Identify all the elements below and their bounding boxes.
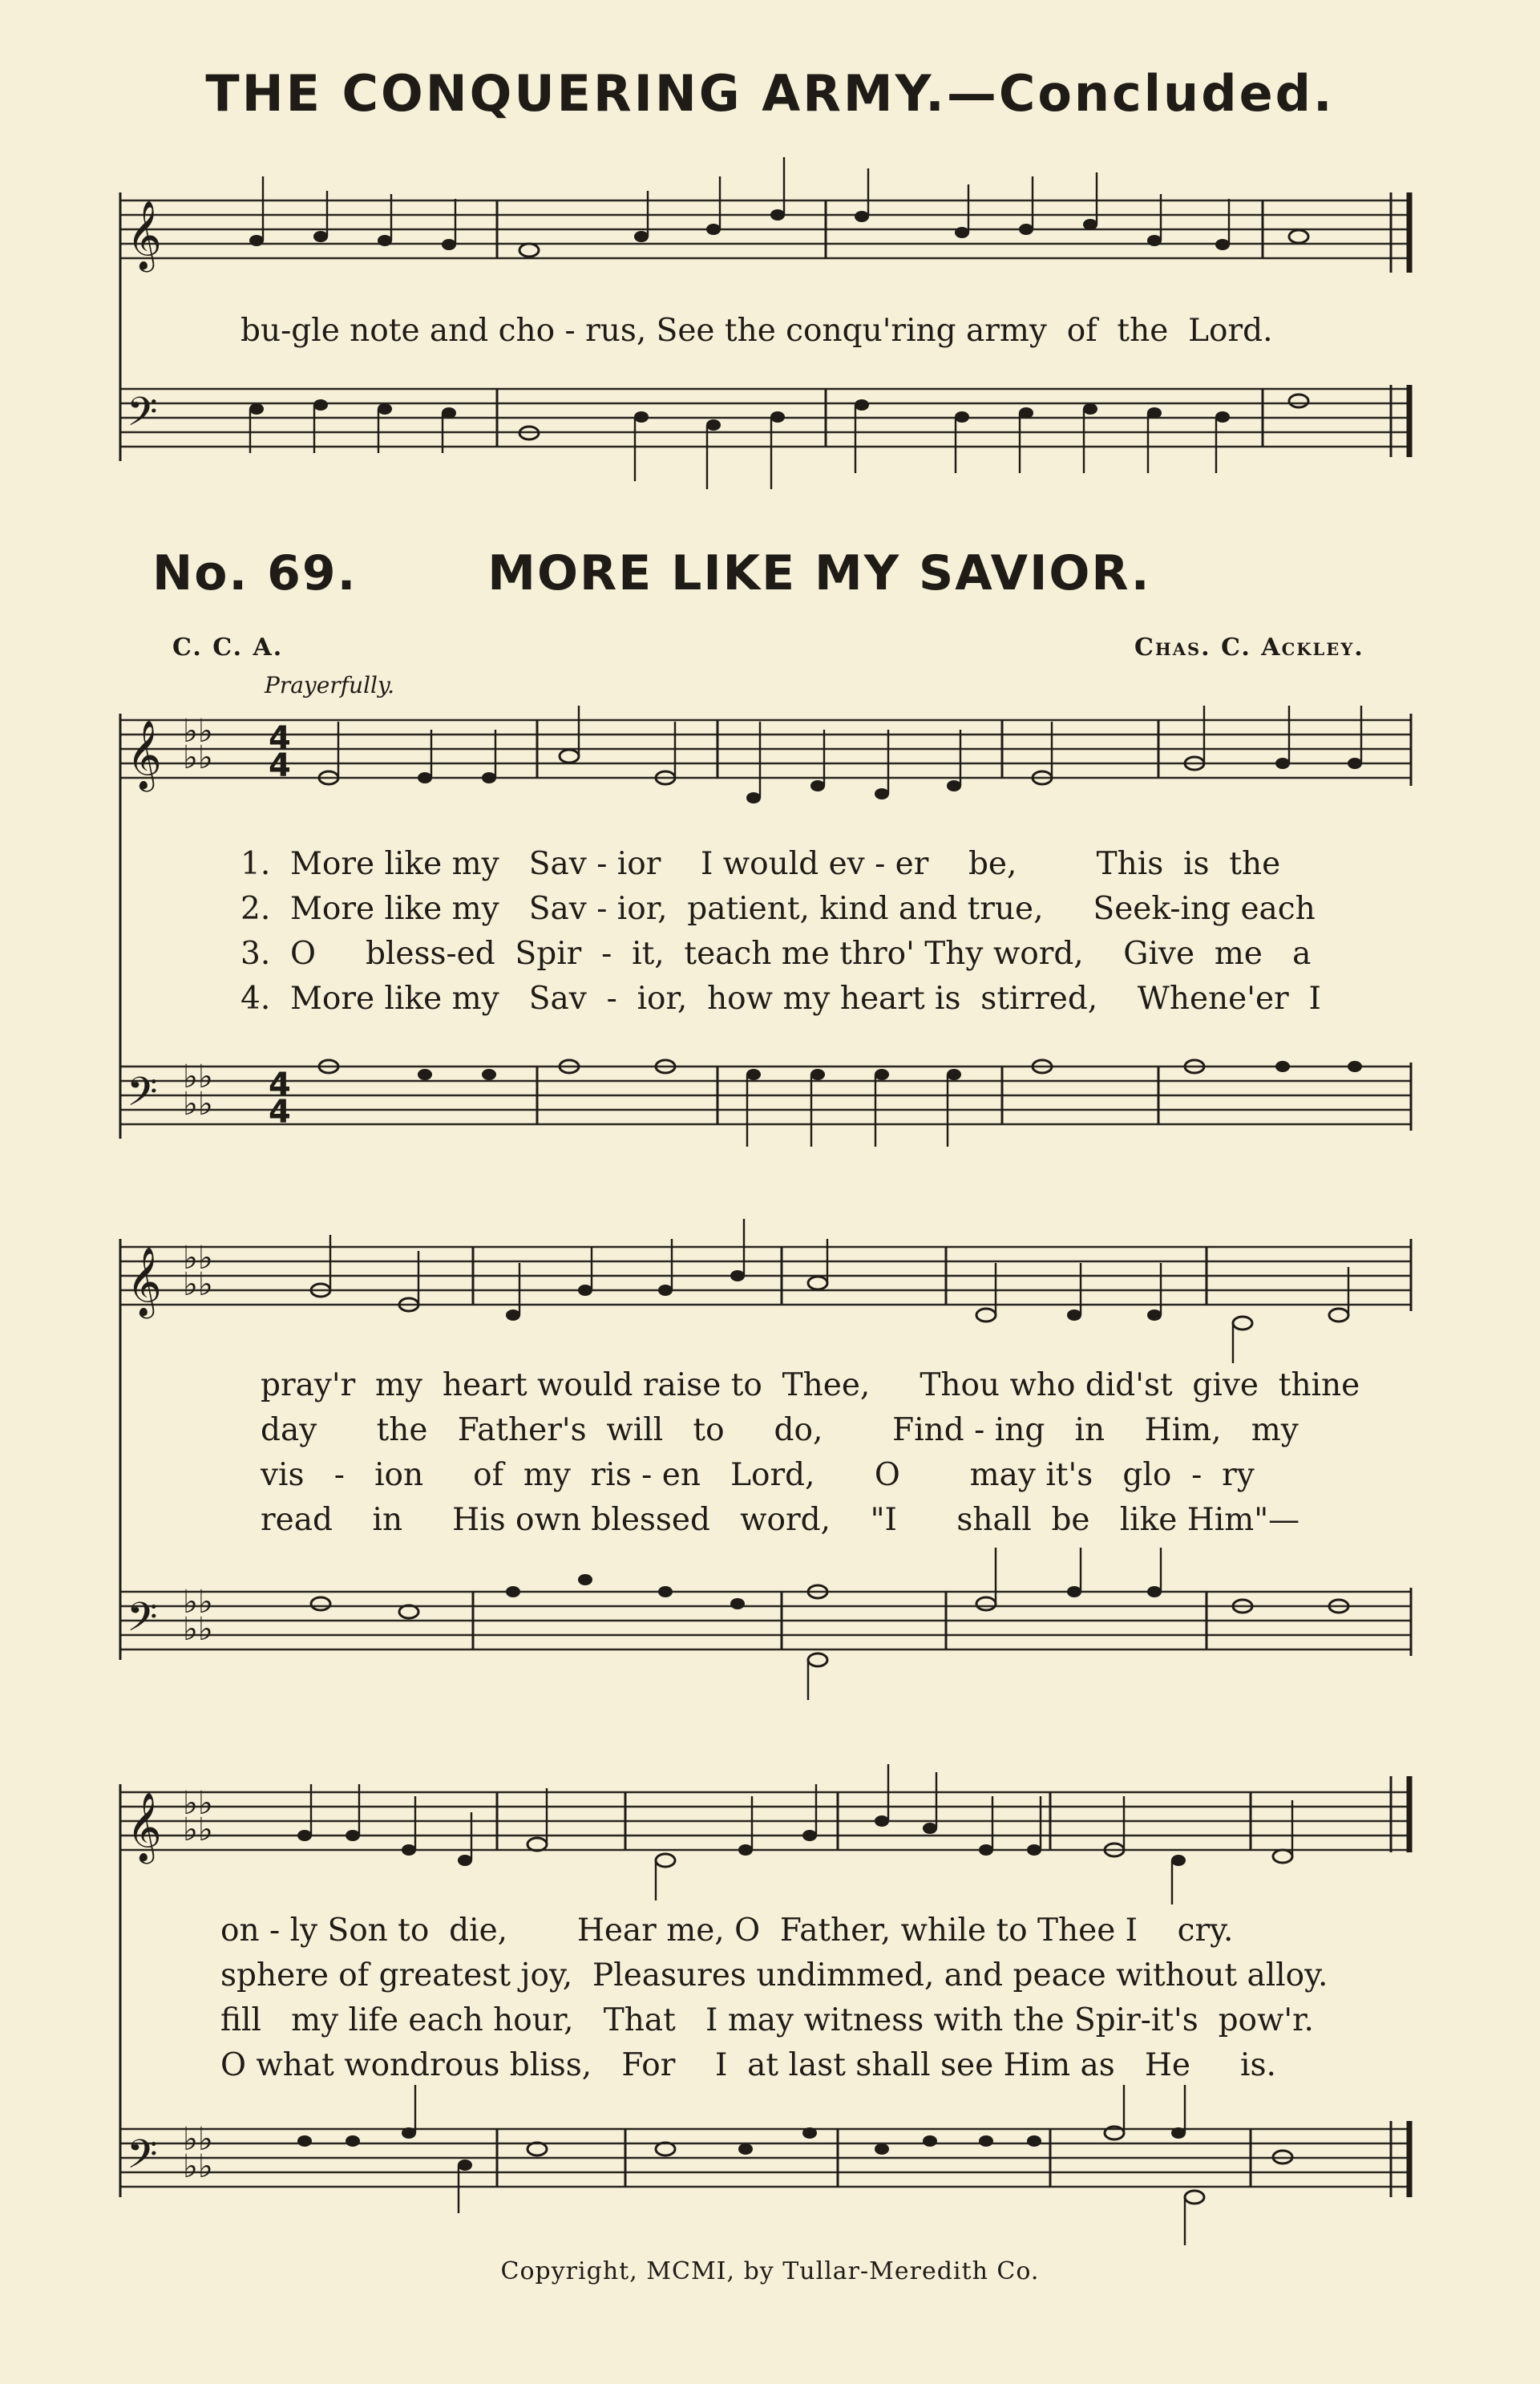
hymn-number: No. 69.	[152, 545, 358, 601]
verse-1-line-2: pray'r my heart would raise to Thee, Thou who did'st give thine	[261, 1367, 1360, 1403]
svg-text:𝄞: 𝄞	[127, 1247, 162, 1316]
svg-text:𝄞: 𝄞	[127, 200, 162, 269]
svg-text:♭♭: ♭♭	[183, 1811, 213, 1848]
top-lyric-line: bu-gle note and cho - rus, See the conqu'ring army of the Lord.	[240, 313, 1273, 349]
svg-text:♭♭: ♭♭	[183, 1584, 213, 1621]
verses-system-3	[220, 1908, 1328, 2088]
verse-4-line-1: 4. More like my Sav - ior, how my heart is stirred, Whene'er I	[240, 981, 1321, 1017]
hymn-heading	[152, 545, 1151, 601]
verse-2-line-3: sphere of greatest joy, Pleasures undimmed, and peace without alloy.	[220, 1957, 1328, 1993]
svg-text:♭♭: ♭♭	[183, 2121, 213, 2158]
svg-text:♭♭: ♭♭	[183, 1058, 213, 1095]
svg-text:♭♭: ♭♭	[183, 1086, 213, 1123]
verse-1-line-1: 1. More like my Sav - ior I would ev - er be, This is the	[240, 846, 1281, 882]
svg-text:♭♭: ♭♭	[183, 713, 213, 750]
verse-1-line-3: on - ly Son to die, Hear me, O Father, while to Thee I cry.	[220, 1912, 1234, 1949]
verses-system-2	[261, 1363, 1360, 1543]
svg-text:4: 4	[269, 1067, 291, 1103]
svg-text:♭♭: ♭♭	[183, 2148, 213, 2185]
svg-text:𝄢: 𝄢	[127, 1594, 158, 1650]
svg-text:♭♭: ♭♭	[183, 1785, 213, 1822]
svg-text:♭♭: ♭♭	[183, 1266, 213, 1303]
verse-2-line-2: day the Father's will to do, Find - ing in Him, my	[261, 1412, 1299, 1448]
top-title: THE CONQUERING ARMY.—Concluded.	[205, 64, 1335, 123]
verse-3-line-1: 3. O bless-ed Spir - it, teach me thro' Thy word, Give me a	[240, 936, 1312, 972]
staff-sys1-treble	[120, 720, 1411, 778]
verses-system-1	[240, 842, 1321, 1022]
svg-text:4: 4	[269, 747, 291, 784]
svg-text:♭♭: ♭♭	[183, 739, 213, 776]
words-credit: C. C. A.	[172, 633, 284, 662]
staff-sys1-bass	[120, 1067, 1411, 1124]
verse-3-line-2: vis - ion of my ris - en Lord, O may it's glo - ry	[261, 1457, 1255, 1493]
svg-text:♭♭: ♭♭	[183, 1611, 213, 1648]
verse-3-line-3: fill my life each hour, That I may witness with the Spir-it's pow'r.	[220, 2002, 1314, 2038]
staff-sys3-bass	[120, 2129, 1411, 2187]
staff-top-treble	[120, 200, 1411, 258]
copyright-notice: Copyright, MCMI, by Tullar-Meredith Co.	[500, 2257, 1040, 2285]
verse-2-line-1: 2. More like my Sav - ior, patient, kind and true, Seek-ing each	[240, 891, 1316, 927]
svg-text:𝄢: 𝄢	[127, 2131, 158, 2188]
svg-text:𝄢: 𝄢	[127, 389, 158, 445]
svg-text:4: 4	[269, 720, 291, 757]
verse-4-line-3: O what wondrous bliss, For I at last shall see Him as He is.	[220, 2047, 1276, 2083]
svg-text:4: 4	[269, 1094, 291, 1131]
svg-text:♭♭: ♭♭	[183, 1240, 213, 1277]
verse-4-line-2: read in His own blessed word, "I shall be like Him"—	[261, 1502, 1300, 1538]
hymn-title: MORE LIKE MY SAVIOR.	[487, 545, 1151, 601]
svg-text:𝄢: 𝄢	[127, 1069, 158, 1125]
tempo-marking: Prayerfully.	[265, 672, 394, 698]
svg-text:𝄞: 𝄞	[127, 720, 162, 789]
staff-sys3-treble	[120, 1792, 1411, 1850]
svg-text:𝄞: 𝄞	[127, 1792, 162, 1861]
music-credit: Chas. C. Ackley.	[1134, 633, 1364, 662]
